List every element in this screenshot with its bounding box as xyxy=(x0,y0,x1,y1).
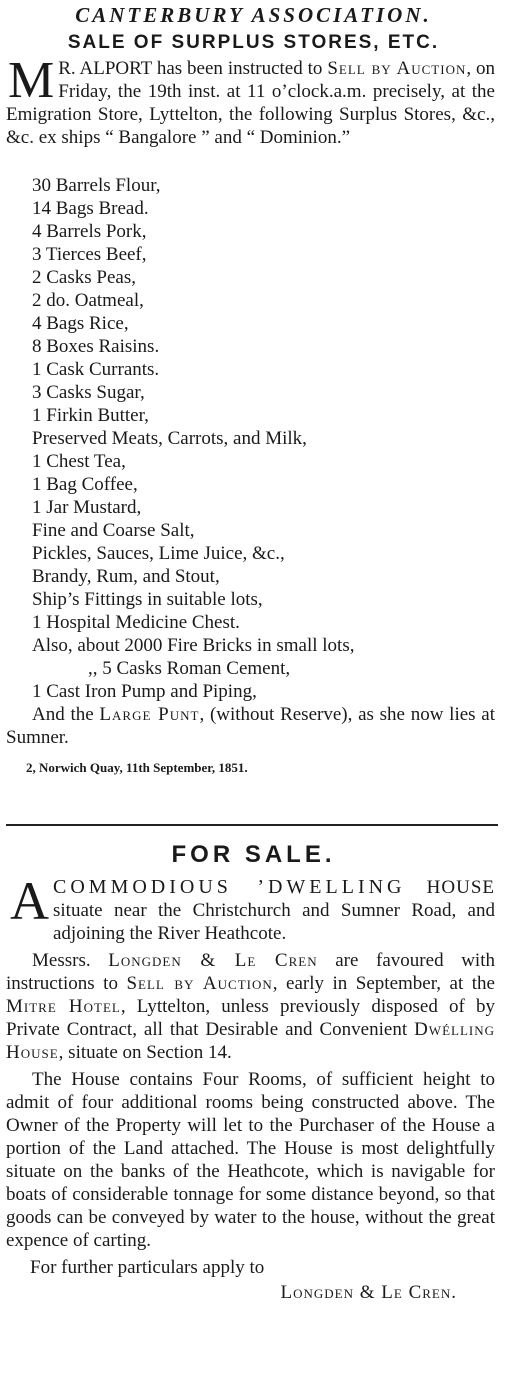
column-divider xyxy=(6,824,498,826)
sell-by-auction: Sell by Auction xyxy=(327,58,467,79)
address-dateline: 2, Norwich Quay, 11th September, 1851. xyxy=(26,760,248,775)
auction-details xyxy=(0,949,507,1064)
closing-pre: And the xyxy=(32,704,100,725)
intro-rest: , on Friday, the 19th inst. at 11 o’clock.a.m. precisely, at the Emigration Store, Lyttelton, the following Surplus Stores, &c., &c. ex ships “ Bangalore ” and “ Dominion.” xyxy=(6,58,496,148)
large-punt: Large Punt xyxy=(99,704,200,725)
list-item: 3 Casks Sugar, xyxy=(32,382,145,403)
organization-heading: CANTERBURY ASSOCIATION. xyxy=(75,3,432,27)
p2-mid1: are favoured with instructions to xyxy=(6,950,495,994)
hotel-name: Mitre Hotel xyxy=(6,996,121,1017)
closing-note xyxy=(0,703,507,749)
list-item: 1 Chest Tea, xyxy=(32,451,126,472)
dwelling-house: Dwélling House xyxy=(6,1019,495,1063)
list-item: Fine and Coarse Salt, xyxy=(32,520,195,541)
drop-cap: A xyxy=(10,871,49,931)
p2-mid2: , early in September, at the xyxy=(272,973,495,994)
list-item: Pickles, Sauces, Lime Juice, &c., xyxy=(32,543,285,564)
house-lead xyxy=(0,871,507,945)
apply-line: For further particulars apply to xyxy=(30,1257,265,1278)
intro-first-line: R. ALPORT has been instructed to xyxy=(58,58,323,79)
p2-pre: Messrs. xyxy=(32,950,109,971)
list-item-ditto: ,, 5 Casks Roman Cement, xyxy=(88,658,291,679)
list-item: Ship’s Fittings in suitable lots, xyxy=(32,589,263,610)
auction-intro xyxy=(0,52,507,172)
list-item: 2 do. Oatmeal, xyxy=(32,290,144,311)
closing-post: , (without Reserve), as she now lies at Sumner. xyxy=(6,704,496,748)
lead-house: HOUSE xyxy=(426,877,495,898)
for-sale-headline: FOR SALE. xyxy=(171,841,336,868)
list-item: 30 Barrels Flour, xyxy=(32,175,161,196)
firm-name: Longden & Le Cren xyxy=(108,950,318,971)
sell-by-auction: Sell by Auction xyxy=(126,973,273,994)
list-item: Also, about 2000 Fire Bricks in small lots, xyxy=(32,635,355,656)
stores-list xyxy=(0,174,507,703)
list-item: 4 Bags Rice, xyxy=(32,313,129,334)
p2-mid3: , Lyttelton, unless previously disposed of by Private Contract, all that Desirable and Convenient xyxy=(6,996,495,1040)
lead-spaced: COMMODIOUS ’DWELLING xyxy=(53,876,406,898)
drop-cap: M xyxy=(8,52,55,109)
list-item: 1 Bag Coffee, xyxy=(32,474,138,495)
list-item: 8 Boxes Raisins. xyxy=(32,336,160,357)
list-item: 4 Barrels Pork, xyxy=(32,221,147,242)
list-item: 1 Firkin Butter, xyxy=(32,405,149,426)
lead-rest: situate near the Christchurch and Sumner Road, and adjoining the River Heathcote. xyxy=(53,900,495,944)
list-item: 3 Tierces Beef, xyxy=(32,244,147,265)
agent-signature: Longden & Le Cren. xyxy=(280,1282,457,1303)
list-item: Preserved Meats, Carrots, and Milk, xyxy=(32,428,307,449)
list-item: 1 Cast Iron Pump and Piping, xyxy=(32,681,257,702)
list-item: 2 Casks Peas, xyxy=(32,267,136,288)
list-item: 1 Hospital Medicine Chest. xyxy=(32,612,240,633)
list-item: 14 Bags Bread. xyxy=(32,198,149,219)
list-item: 1 Jar Mustard, xyxy=(32,497,142,518)
house-sale-advertisement xyxy=(0,838,507,1304)
list-item: Brandy, Rum, and Stout, xyxy=(32,566,220,587)
sale-headline: SALE OF SURPLUS STORES, ETC. xyxy=(67,32,440,53)
p2-end: , situate on Section 14. xyxy=(58,1042,232,1063)
list-item: 1 Cask Currants. xyxy=(32,359,160,380)
house-description: The House contains Four Rooms, of sufficient height to admit of four additional rooms being constructed above. The Owner of the Property will let to the Purchaser of the House a portion of the Land attached. The House is most delightfully situate on the banks of the Heathcote, which is navigable for boats of considerable tonnage for some distance beyond, so that goods can be conveyed by water to the house, without the great expence of carting. xyxy=(6,1069,495,1251)
